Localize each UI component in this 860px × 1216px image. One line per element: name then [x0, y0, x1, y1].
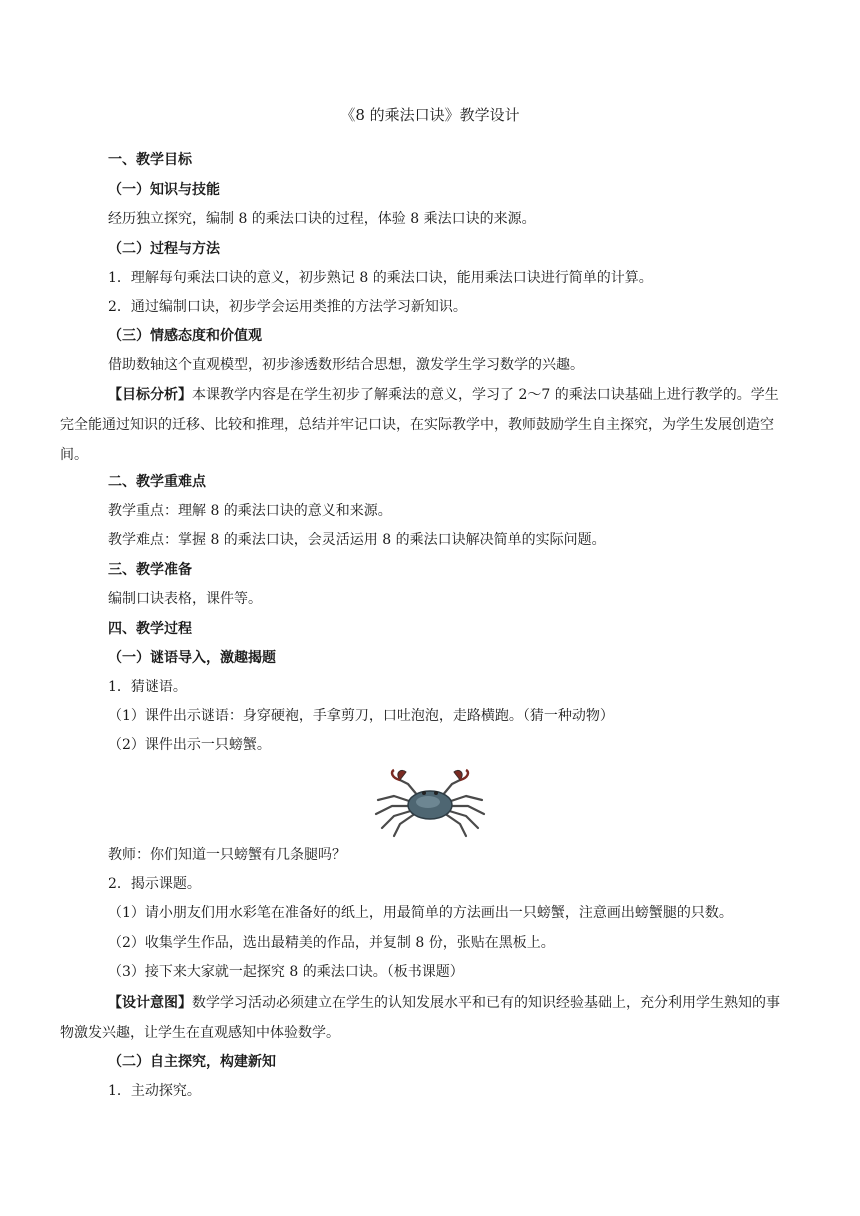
design-intent-paragraph	[60, 988, 792, 1048]
reveal-item-2-2: （2）收集学生作品，选出最精美的作品，并复制 8 份，张贴在黑板上。	[108, 935, 555, 951]
subheading-self-exploration: （二）自主探究，构建新知	[108, 1054, 276, 1070]
heading-teaching-preparation: 三、教学准备	[108, 562, 192, 578]
riddle-item-1: 1．猜谜语。	[108, 679, 187, 695]
goal-analysis-text: 本课教学内容是在学生初步了解乘法的意义，学习了 2～7 的乘法口诀基础上进行教学的。学生完全能通过知识的迁移、比较和推理，总结并牢记口诀，在实际教学中，教师鼓励学生自主探究，为学生发展创造空间。	[60, 387, 779, 463]
heading-teaching-goals: 一、教学目标	[108, 152, 192, 168]
preparation-text: 编制口诀表格，课件等。	[108, 591, 262, 607]
design-intent-text: 数学学习活动必须建立在学生的认知发展水平和已有的知识经验基础上，充分利用学生熟知的事物激发兴趣，让学生在直观感知中体验数学。	[60, 995, 780, 1041]
reveal-item-2-1: （1）请小朋友们用水彩笔在准备好的纸上，用最简单的方法画出一只螃蟹，注意画出螃蟹腿的只数。	[108, 905, 733, 921]
process-method-item-1: 1．理解每句乘法口诀的意义，初步熟记 8 的乘法口诀，能用乘法口诀进行简单的计算。	[108, 270, 653, 286]
subheading-riddle-intro: （一）谜语导入，激趣揭题	[108, 650, 276, 666]
knowledge-skills-text: 经历独立探究，编制 8 的乘法口诀的过程，体验 8 乘法口诀的来源。	[108, 211, 536, 227]
subheading-process-method: （二）过程与方法	[108, 241, 220, 257]
reveal-item-2-3: （3）接下来大家就一起探究 8 的乘法口诀。（板书课题）	[108, 964, 464, 980]
subheading-knowledge-skills: （一）知识与技能	[108, 182, 220, 198]
heading-key-difficult-points: 二、教学重难点	[108, 474, 206, 490]
goal-analysis-label: 【目标分析】	[108, 387, 192, 403]
reveal-item-2: 2．揭示课题。	[108, 876, 201, 892]
riddle-item-1-1: （1）课件出示谜语：身穿硬袍，手拿剪刀，口吐泡泡，走路横跑。（猜一种动物）	[108, 708, 614, 724]
goal-analysis-paragraph	[60, 380, 792, 470]
key-point-text: 教学重点：理解 8 的乘法口诀的意义和来源。	[108, 503, 392, 519]
process-method-item-2: 2．通过编制口诀，初步学会运用类推的方法学习新知识。	[108, 299, 467, 315]
riddle-item-1-2: （2）课件出示一只螃蟹。	[108, 737, 271, 753]
design-intent-label: 【设计意图】	[108, 995, 192, 1011]
attitude-values-text: 借助数轴这个直观模型，初步渗透数形结合思想，激发学生学习数学的兴趣。	[108, 357, 584, 373]
difficult-point-text: 教学难点：掌握 8 的乘法口诀，会灵活运用 8 的乘法口诀解决简单的实际问题。	[108, 532, 606, 548]
exploration-item-1: 1．主动探究。	[108, 1083, 201, 1099]
teacher-question: 教师：你们知道一只螃蟹有几条腿吗？	[108, 847, 346, 863]
heading-teaching-process: 四、教学过程	[108, 621, 192, 637]
crab-image	[372, 766, 488, 838]
subheading-attitude-values: （三）情感态度和价值观	[108, 328, 262, 344]
document-title: 《8 的乘法口诀》教学设计	[340, 106, 520, 124]
